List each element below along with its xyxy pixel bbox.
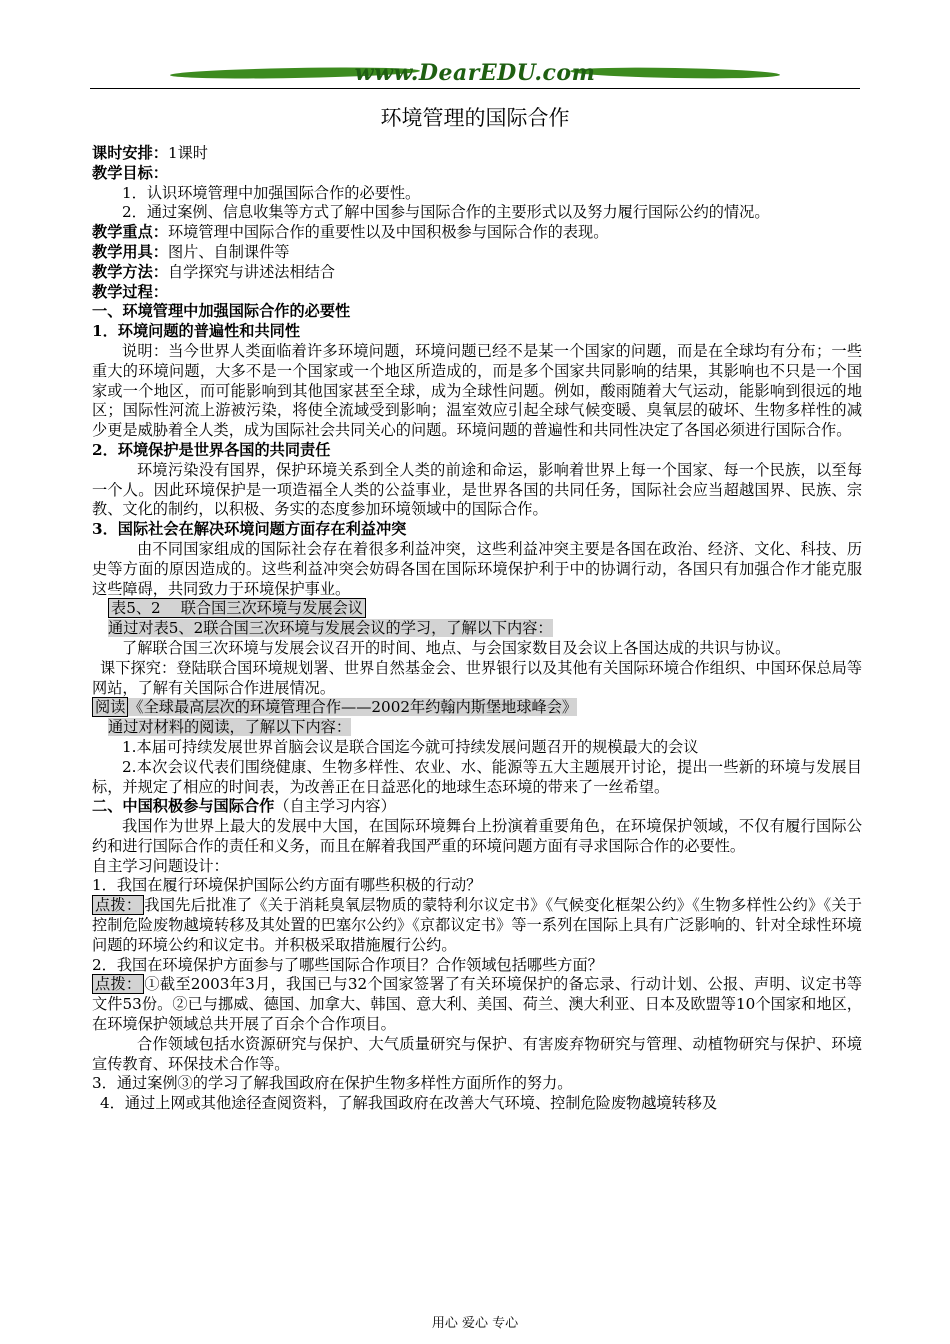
site-logo: www.DearEDU.com <box>354 60 596 86</box>
method-value: 自学探究与讲述法相结合 <box>167 262 335 281</box>
tools-label: 教学用具： <box>92 242 168 261</box>
section-1-sub-1: 1．环境问题的普遍性和共同性 <box>92 322 301 341</box>
reading-label: 阅读 <box>92 697 128 717</box>
question-3: 3．通过案例③的学习了解我国政府在保护生物多样性方面所作的努力。 <box>92 1074 573 1093</box>
table-study-line <box>92 619 862 639</box>
document-body <box>92 144 862 1114</box>
reading-intro-line <box>92 718 862 738</box>
tip-label: 点拨： <box>92 895 144 915</box>
answer-2-text: ①截至2003年3月，我国已与32个国家签署了有关环境保护的备忘录、行动计划、公报、声明、议定书等文件53份。②已与挪威、德国、加拿大、韩国、意大利、美国、荷兰、澳大利亚、日本及欧盟等10个国家和地区，在环境保护领域总共开展了百余个合作项目。 <box>92 975 863 1034</box>
method-line <box>92 263 862 283</box>
tools-value: 图片、自制课件等 <box>167 242 290 261</box>
tools-line <box>92 243 862 263</box>
question-2: 2．我国在环境保护方面参与了哪些国际合作项目？合作领域包括哪些方面？ <box>92 955 603 974</box>
reading-title: 《全球最高层次的环境管理合作——2002年约翰内斯堡地球峰会》 <box>128 698 578 717</box>
table-point: 了解联合国三次环境与发展会议召开的时间、地点、与会国家数目及会议上各国达成的共识与协议。 <box>122 638 791 657</box>
self-study-design: 自主学习问题设计： <box>92 856 229 875</box>
focus-label: 教学重点： <box>92 223 168 242</box>
question-1: 1．我国在履行环境保护国际公约方面有哪些积极的行动？ <box>92 876 482 895</box>
explore-paragraph: 课下探究：登陆联合国环境规划署、世界自然基金会、世界银行以及其他有关国际环境合作组织、中国环保总局等网站，了解有关国际合作进展情况。 <box>92 658 862 697</box>
question-4: 4．通过上网或其他途径查阅资料，了解我国政府在改善大气环境、控制危险废物越境转移及 <box>100 1094 718 1113</box>
reading-point-1: 1.本届可持续发展世界首脑会议是联合国迄今就可持续发展问题召开的规模最大的会议 <box>122 737 699 756</box>
hours-label: 课时安排： <box>92 144 168 162</box>
tip-label: 点拨： <box>92 974 144 994</box>
focus-value: 环境管理中国际合作的重要性以及中国积极参与国际合作的表现。 <box>167 223 609 242</box>
header-rule <box>90 88 860 89</box>
page-title: 环境管理的国际合作 <box>380 106 570 130</box>
section-1-heading: 一、环境管理中加强国际合作的必要性 <box>92 302 351 321</box>
site-header <box>90 58 860 92</box>
section-1-sub-3: 3．国际社会在解决环境问题方面存在利益冲突 <box>92 520 407 539</box>
section-2-note: （自主学习内容） <box>274 797 396 816</box>
table-reference-line <box>92 599 862 619</box>
section-2-heading-line <box>92 797 862 817</box>
answer-1 <box>92 896 862 955</box>
section-1-para-1: 说明：当今世界人类面临着许多环境问题，环境问题已经不是某一个国家的问题，而是在全球均有分布；一些重大的环境问题，大多不是一个国家或一个地区所造成的，而是多个国家共同影响的结果，其影响也不只是一个国家或一个地区，而可能影响到其他国家甚至全球，成为全球性问题。例如，酸雨随着大气运动，能影响到很远的地区；国际性河流上游被污染，将使全流域受到影响；温室效应引起全球气候变暖、臭氧层的破坏、生物多样性的减少更是威胁着全人类，成为国际社会共同关心的问题。环境问题的普遍性和共同性决定了各国必须进行国际合作。 <box>92 341 862 440</box>
section-2-para-1: 我国作为世界上最大的发展中大国，在国际环境舞台上扮演着重要角色，在环境保护领域，不仅有履行国际公约和进行国际合作的责任和义务，而且在解着我国严重的环境问题方面有寻求国际合作的必要性。 <box>92 817 862 855</box>
focus-line <box>92 223 862 243</box>
page-footer: 用心 爱心 专心 <box>431 1316 519 1331</box>
method-label: 教学方法： <box>92 262 168 281</box>
goal-2: 2．通过案例、信息收集等方式了解中国参与国际合作的主要形式以及努力履行国际公约的情况。 <box>122 203 770 222</box>
answer-2-fields: 合作领域包括水资源研究与保护、大气质量研究与保护、有害废弃物研究与管理、动植物研究与保护、环境宣传教育、环保技术合作等。 <box>92 1034 862 1073</box>
hours-value: 1课时 <box>167 144 208 162</box>
process-label: 教学过程： <box>92 282 168 301</box>
answer-1-text: 我国先后批准了《关于消耗臭氧层物质的蒙特利尔议定书》《气候变化框架公约》《生物多样性公约》《关于控制危险废物越境转移及其处置的巴塞尔公约》《京都议定书》等一系列在国际上具有广泛影响的、针对全球性环境问题的环境公约和议定书。并积极采取措施履行公约。 <box>92 896 862 954</box>
section-1-para-2: 环境污染没有国界，保护环境关系到全人类的前途和命运，影响着世界上每一个国家、每一个民族，以至每一个人。因此环境保护是一项造福全人类的公益事业，是世界各国的共同任务，国际社会应当超越国界、民族、宗教、文化的制约，以积极、务实的态度参加环境领域中的国际合作。 <box>92 460 862 519</box>
reading-line <box>92 698 862 718</box>
hours-line <box>92 144 862 164</box>
section-2-heading: 二、中国积极参与国际合作 <box>92 797 275 816</box>
goal-1: 1．认识环境管理中加强国际合作的必要性。 <box>122 183 421 202</box>
section-1-para-3: 由不同国家组成的国际社会存在着很多利益冲突，这些利益冲突主要是各国在政治、经济、文化、科技、历史等方面的原因造成的。这些利益冲突会妨碍各国在国际环境保护利于中的协调行动，各国只有加强合作才能克服这些障碍，共同致力于环境保护事业。 <box>92 539 862 598</box>
reading-point-2: 2.本次会议代表们围绕健康、生物多样性、农业、水、能源等五大主题展开讨论，提出一些新的环境与发展目标，并规定了相应的时间表，为改善正在日益恶化的地球生态环境的带来了一丝希望。 <box>92 757 862 796</box>
reading-intro: 通过对材料的阅读，了解以下内容： <box>108 718 351 737</box>
goals-label: 教学目标： <box>92 163 168 182</box>
section-1-sub-2: 2．环境保护是世界各国的共同责任 <box>92 440 331 459</box>
table-reference: 表5、2 联合国三次环境与发展会议 <box>108 598 366 618</box>
answer-2 <box>92 975 862 1034</box>
table-study: 通过对表5、2联合国三次环境与发展会议的学习，了解以下内容： <box>108 619 553 638</box>
